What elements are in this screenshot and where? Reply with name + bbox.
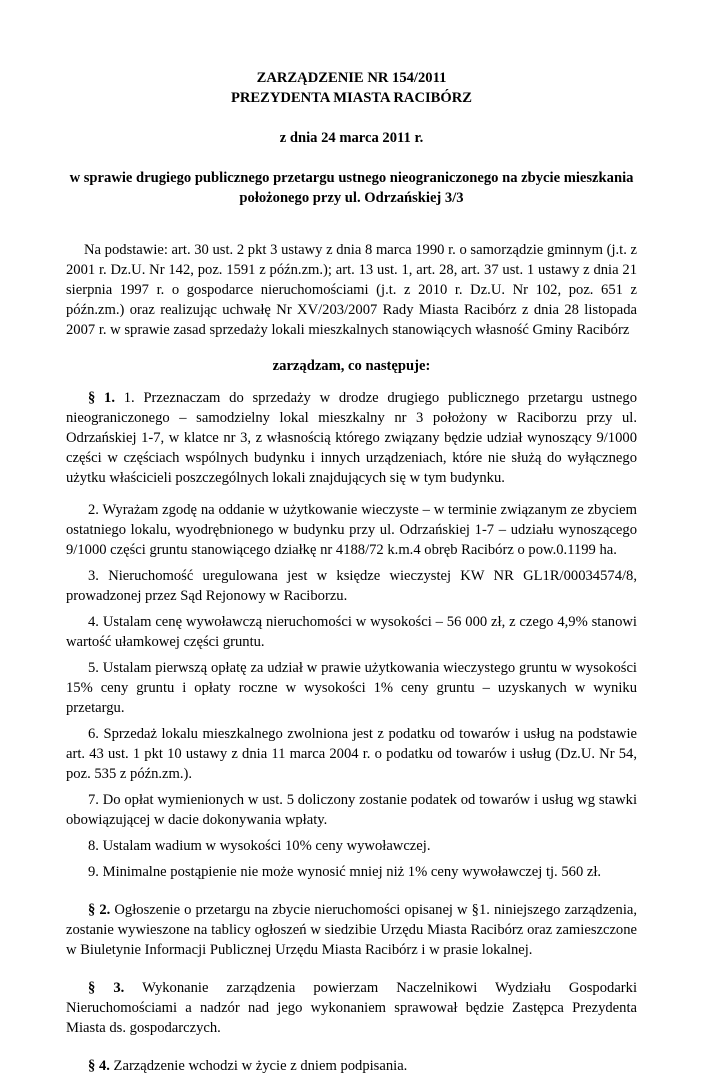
section-1-point-7: 7. Do opłat wymienionych w ust. 5 doliczony zostanie podatek od towarów i usług wg stawki obowiązującej w dacie dokonywania wpłaty.	[66, 792, 637, 828]
section-1-point-8: 8. Ustalam wadium w wysokości 10% ceny wywoławczej.	[88, 838, 431, 854]
section-3	[66, 978, 637, 1038]
document-date: z dnia 24 marca 2011 r.	[279, 130, 424, 146]
section-1-point-3: 3. Nieruchomość uregulowana jest w księdze wieczystej KW NR GL1R/00034574/8, prowadzonej przez Sąd Rejonowy w Raciborzu.	[66, 568, 637, 604]
title-line-2: PREZYDENTA MIASTA RACIBÓRZ	[230, 90, 473, 106]
section-1-point-5: 5. Ustalam pierwszą opłatę za udział w prawie użytkowania wieczystego gruntu w wysokości 15% ceny gruntu i opłaty roczne w wysokości 1% ceny gruntu – uzyskanych w wyniku przetargu.	[66, 660, 637, 716]
section-1-point-4: 4. Ustalam cenę wywoławczą nieruchomości w wysokości – 56 000 zł, z czego 4,9% stanowi wartość ułamkowej części gruntu.	[66, 614, 637, 650]
section-4-text: Zarządzenie wchodzi w życie z dniem podpisania.	[113, 1058, 408, 1074]
subject-line-2: położonego przy ul. Odrzańskiej 3/3	[239, 190, 464, 206]
section-3-text: Wykonanie zarządzenia powierzam Naczelnikowi Wydziału Gospodarki Nieruchomościami a nadzór nad jego wykonaniem sprawował będzie Zastępca Prezydenta Miasta ds. gospodarczych.	[66, 980, 638, 1036]
order-heading: zarządzam, co następuje:	[272, 358, 431, 374]
section-1-point-2: 2. Wyrażam zgodę na oddanie w użytkowanie wieczyste – w terminie związanym ze zbyciem ostatniego lokalu, wyodrębnionego w budynku przy ul. Odrzańskiej 1-7 – udziału wynoszącego 9/1000 części gruntu stanowiącego działkę nr 4188/72 k.m.4 obręb Racibórz o pow.0.1199 ha.	[66, 502, 637, 558]
section-1-point-9: 9. Minimalne postąpienie nie może wynosić mniej niż 1% ceny wywoławczej tj. 560 zł.	[88, 864, 602, 880]
section-1-point-6: 6. Sprzedaż lokalu mieszkalnego zwolniona jest z podatku od towarów i usług na podstawie art. 43 ust. 1 pkt 10 ustawy z dnia 11 marca 2004 r. o podatku od towarów i usług (Dz.U. Nr 54, poz. 535 z późn.zm.).	[66, 726, 637, 782]
section-2	[66, 900, 637, 960]
title-line-1: ZARZĄDZENIE NR 154/2011	[256, 70, 447, 86]
document-title	[66, 68, 637, 108]
section-4-label: § 4.	[88, 1058, 110, 1074]
document-subject	[66, 168, 637, 208]
section-2-text: Ogłoszenie o przetargu na zbycie nieruchomości opisanej w §1. niniejszego zarządzenia, zostanie wywieszone na tablicy ogłoszeń w siedzibie Urzędu Miasta Racibórz oraz zamieszczone w Biuletynie Informacji Publicznej Urzędu Miasta Racibórz i w prasie lokalnej.	[66, 902, 637, 958]
section-4	[66, 1056, 637, 1076]
legal-basis: Na podstawie: art. 30 ust. 2 pkt 3 ustawy z dnia 8 marca 1990 r. o samorządzie gminnym (j.t. z 2001 r. Dz.U. Nr 142, poz. 1591 z późn.zm.); art. 13 ust. 1, art. 28, art. 37 ust. 1 ustawy z dnia 21 sierpnia 1997 r. o gospodarce nieruchomościami (j.t. z 2010 r. Dz.U. Nr 102, poz. 651 z późn.zm.) oraz realizując uchwałę Nr XV/203/2007 Rady Miasta Racibórz z dnia 28 listopada 2007 r. w sprawie zasad sprzedaży lokali mieszkalnych stanowiących własność Gminy Racibórz	[66, 242, 637, 338]
section-3-label: § 3.	[88, 980, 125, 996]
section-1-label: § 1.	[88, 390, 115, 406]
section-2-label: § 2.	[88, 902, 111, 918]
section-1-point-1-text: 1. Przeznaczam do sprzedaży w drodze drugiego publicznego przetargu ustnego nieograniczonego – samodzielny lokal mieszkalny nr 3 położony w Raciborzu przy ul. Odrzańskiej 1-7, w klatce nr 3, z własnością którego związany będzie udział wynoszący 9/1000 części w częściach wspólnych budynku i innych urządzeniach, które nie służą do wyłącznego użytku właścicieli poszczególnych lokali znajdujących się w tym budynku.	[66, 390, 638, 486]
subject-line-1: w sprawie drugiego publicznego przetargu ustnego nieograniczonego na zbycie mieszkania	[69, 170, 634, 186]
section-1-point-1	[66, 388, 637, 488]
